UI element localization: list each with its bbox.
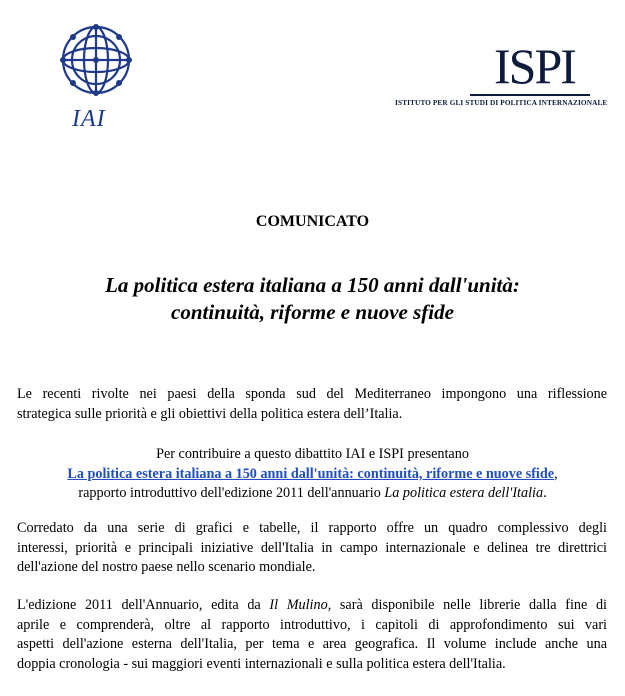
title-line-1: La politica estera italiana a 150 anni dall'unità: [105,273,520,297]
paragraph-3-line-1 [17,596,607,616]
report-link[interactable]: La politica estera italiana a 150 anni dall'unità: continuità, riforme e nuove sfide [67,465,555,482]
presentation-block [0,445,625,504]
paragraph-3-line-1-text: L'edizione 2011 dell'Annuario, edita da [17,597,270,613]
paragraph-3-line-3: aspetti dell'azione esterna dell'Italia, per tema e area geografica. Il volume include anche una [17,636,607,652]
paragraph-3-line-1-suffix: , sarà disponibile nelle librerie dalla fine di [327,597,607,613]
paragraph-1-line-1: Le recenti rivolte nei paesi della sponda sud del Mediterraneo impongono una riflessione [17,386,607,402]
paragraph-1 [17,385,607,424]
paragraph-3-line-2: aprile e comprenderà, oltre al rapporto introduttivo, i capitoli di approfondimento sui vari [17,616,607,633]
paragraph-2 [17,519,607,578]
heading: COMUNICATO [255,213,370,230]
ispi-logo-rule [470,94,590,96]
presentation-line-3-text: rapporto introduttivo dell'edizione 2011 dell'annuario [78,485,385,501]
title-line-2: continuità, riforme e nuove sfide [171,300,454,324]
press-release-title [0,272,625,326]
paragraph-2-line-1: Corredato da una serie di grafici e tabelle, il rapporto offre un quadro complessivo degli [17,520,607,536]
paragraph-1-line-2: strategica sulle priorità e gli obiettivi della politica estera dell’Italia. [17,405,403,422]
presentation-line-2 [0,465,625,485]
presentation-line-3-suffix: . [543,485,547,501]
iai-globe-icon [58,22,134,108]
paragraph-3-line-4: doppia cronologia - sui maggiori eventi internazionali e sulla politica estera dell'Italia. [17,655,506,672]
publisher-name: Il Mulino [269,597,328,613]
paragraph-2-line-3: dell'azione del nostro paese nello scenario mondiale. [17,559,316,575]
ispi-logo-subtitle: ISTITUTO PER GLI STUDI DI POLITICA INTERNAZIONALE [395,98,608,107]
ispi-logo-text: ISPI [494,38,575,94]
presentation-line-1: Per contribuire a questo dibattito IAI e ISPI presentano [156,446,469,462]
presentation-line-3 [0,484,625,504]
iai-logo-text: IAI [72,106,106,132]
paragraph-3 [17,596,607,674]
annual-title: La politica estera dell'Italia [384,485,544,501]
link-suffix: , [554,465,558,482]
paragraph-2-line-2: interessi, priorità e principali iniziative dell'Italia in campo internazionale e delinea tre direttrici [17,539,607,556]
